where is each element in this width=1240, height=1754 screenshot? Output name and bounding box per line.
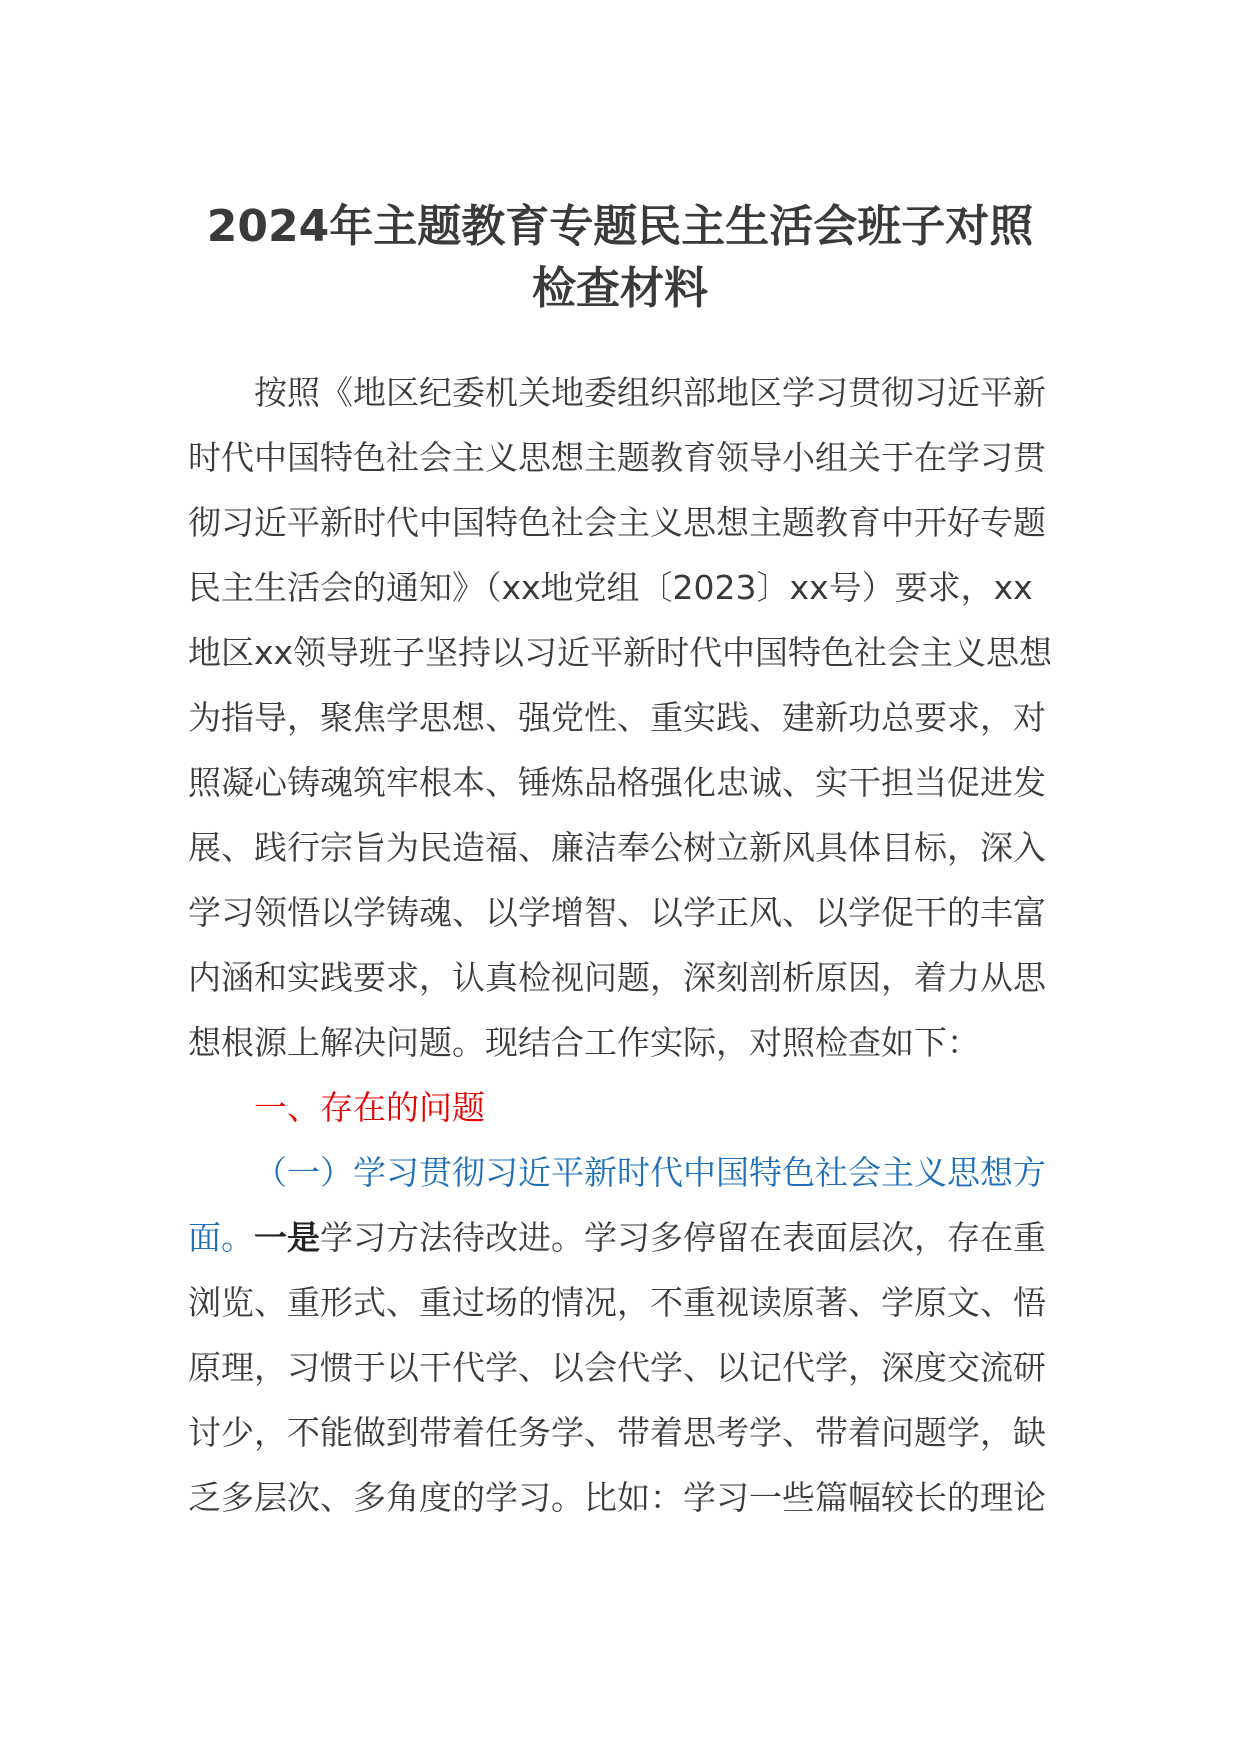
intro-line-5: 地区xx领导班子坚持以习近平新时代中国特色社会主义思想 bbox=[188, 633, 1053, 672]
intro-line-2: 时代中国特色社会主义思想主题教育领导小组关于在学习贯 bbox=[188, 438, 1046, 477]
intro-line-6: 为指导，聚焦学思想、强党性、重实践、建新功总要求，对 bbox=[188, 698, 1046, 737]
title-line-1: 2024年主题教育专题民主生活会班子对照 bbox=[206, 201, 1034, 252]
intro-line-3: 彻习近平新时代中国特色社会主义思想主题教育中开好专题 bbox=[188, 503, 1046, 542]
intro-line-9: 学习领悟以学铸魂、以学增智、以学正风、以学促干的丰富 bbox=[188, 893, 1046, 932]
subsection-heading-end: 面。 bbox=[188, 1218, 254, 1257]
intro-line-7: 照凝心铸魂筑牢根本、锤炼品格强化忠诚、实干担当促进发 bbox=[188, 763, 1046, 802]
point-label: 一是 bbox=[254, 1218, 320, 1257]
point-line-5: 乏多层次、多角度的学习。比如：学习一些篇幅较长的理论 bbox=[188, 1478, 1046, 1517]
point-first-line-text: 学习方法待改进。学习多停留在表面层次，存在重 bbox=[320, 1218, 1046, 1257]
document-body bbox=[188, 360, 1058, 1530]
point-line-3: 原理，习惯于以干代学、以会代学、以记代学，深度交流研 bbox=[188, 1348, 1046, 1387]
section-heading: 一、存在的问题 bbox=[254, 1088, 485, 1127]
intro-line-1: 按照《地区纪委机关地委组织部地区学习贯彻习近平新 bbox=[254, 373, 1046, 412]
intro-line-8: 展、践行宗旨为民造福、廉洁奉公树立新风具体目标，深入 bbox=[188, 828, 1046, 867]
subsection-heading: （一）学习贯彻习近平新时代中国特色社会主义思想方 bbox=[254, 1153, 1046, 1192]
point-line-2: 浏览、重形式、重过场的情况，不重视读原著、学原文、悟 bbox=[188, 1283, 1046, 1322]
intro-line-11: 想根源上解决问题。现结合工作实际，对照检查如下： bbox=[188, 1023, 980, 1062]
point-first-line bbox=[188, 1205, 1058, 1270]
point-line-4: 讨少，不能做到带着任务学、带着思考学、带着问题学，缺 bbox=[188, 1413, 1046, 1452]
title-line-2: 检查材料 bbox=[532, 263, 708, 314]
intro-line-10: 内涵和实践要求，认真检视问题，深刻剖析原因，着力从思 bbox=[188, 958, 1046, 997]
document-title bbox=[180, 196, 1060, 320]
intro-line-4: 民主生活会的通知》（xx地党组〔2023〕xx号）要求，xx bbox=[188, 568, 1033, 607]
